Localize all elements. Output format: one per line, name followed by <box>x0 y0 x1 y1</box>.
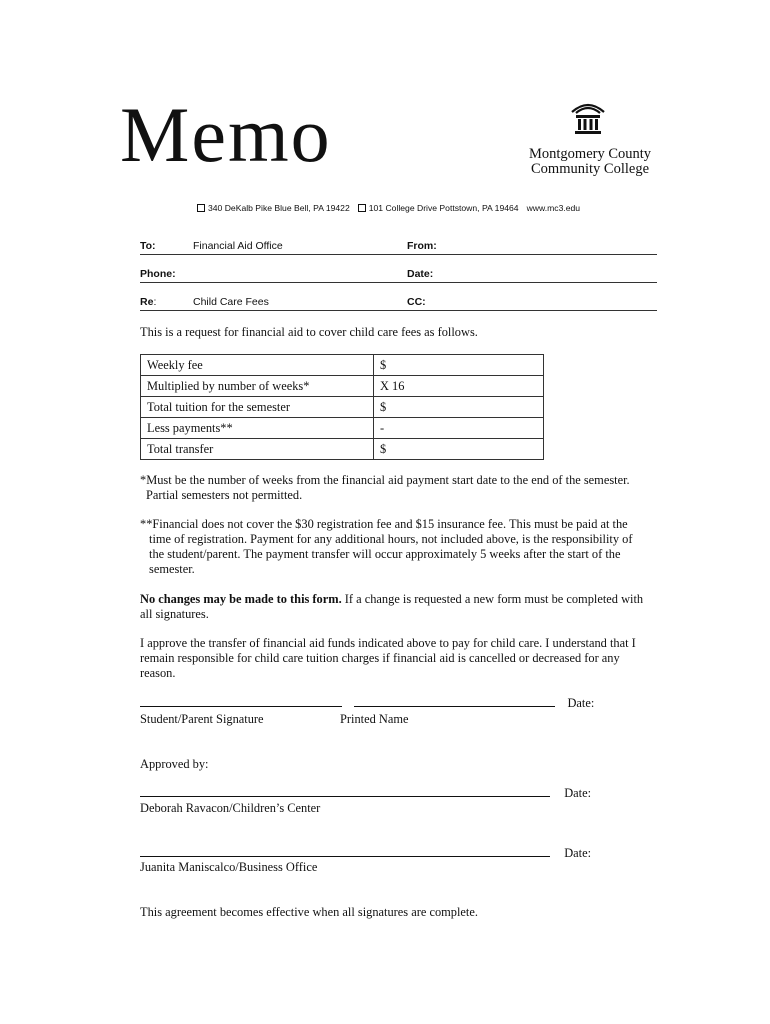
note-financial-3: the student/parent. The payment transfer will occur approximately 5 weeks after the start of the <box>149 547 621 561</box>
checkbox-icon <box>197 204 205 212</box>
to-value: Financial Aid Office <box>193 240 283 252</box>
fee-table <box>140 354 544 460</box>
fee-value: X 16 <box>374 376 544 397</box>
approver2-signature-row <box>140 846 591 861</box>
fee-value: - <box>374 418 544 439</box>
college-logo <box>528 100 658 180</box>
approver1-signature-row <box>140 786 591 801</box>
table-row <box>141 439 544 460</box>
date-label-3: Date: <box>564 846 592 860</box>
printed-name-line[interactable] <box>354 696 555 707</box>
memo-title: Memo <box>120 91 332 178</box>
table-row <box>141 418 544 439</box>
logo-line-1: Montgomery County <box>529 146 652 162</box>
printed-name-label: Printed Name <box>340 712 409 726</box>
note-financial: **Financial does not cover the $30 registration fee and $15 insurance fee. This must be paid at the <box>140 517 628 531</box>
memo-row-phone <box>140 268 657 283</box>
re-label-text: Re <box>140 296 154 308</box>
address-blue-bell: 340 DeKalb Pike Blue Bell, PA 19422 <box>208 203 350 213</box>
note-weeks: *Must be the number of weeks from the financial aid payment start date to the end of the semester. <box>140 473 630 487</box>
student-signature-line[interactable] <box>140 696 342 707</box>
footer-note: This agreement becomes effective when all signatures are complete. <box>140 905 478 919</box>
approver1-label: Deborah Ravacon/Children’s Center <box>140 801 321 815</box>
student-signature-label: Student/Parent Signature <box>140 712 264 726</box>
fee-label: Total tuition for the semester <box>141 397 374 418</box>
no-changes-text: If a change is requested a new form must be completed with <box>341 592 644 606</box>
to-label: To: <box>140 240 156 252</box>
memo-row-to <box>140 240 657 255</box>
fee-label: Multiplied by number of weeks* <box>141 376 374 397</box>
table-row <box>141 376 544 397</box>
date-label: Date: <box>407 268 434 280</box>
phone-label: Phone: <box>140 268 176 280</box>
fee-label: Less payments** <box>141 418 374 439</box>
fee-value: $ <box>374 355 544 376</box>
approval-text-1: I approve the transfer of financial aid funds indicated above to pay for child care. I understand that I <box>140 636 636 650</box>
address-pottstown: 101 College Drive Pottstown, PA 19464 <box>368 203 519 213</box>
college-building-icon <box>570 100 606 136</box>
table-row <box>141 397 544 418</box>
memo-row-re <box>140 296 657 311</box>
logo-line-2: Community College <box>531 161 650 177</box>
no-changes-notice-2: all signatures. <box>140 607 209 621</box>
note-weeks-2: Partial semesters not permitted. <box>146 488 303 502</box>
note-financial-2: time of registration. Payment for any additional hours, not included above, is the responsibility of <box>149 532 633 546</box>
checkbox-icon <box>358 204 366 212</box>
fee-label: Total transfer <box>141 439 374 460</box>
fee-value: $ <box>374 439 544 460</box>
approved-by-label: Approved by: <box>140 757 209 771</box>
table-row <box>141 355 544 376</box>
date-label-1: Date: <box>567 696 595 710</box>
from-label: From: <box>407 240 437 252</box>
website: www.mc3.edu <box>526 203 581 213</box>
fee-value: $ <box>374 397 544 418</box>
date-label-2: Date: <box>564 786 592 800</box>
address-bar <box>197 203 580 213</box>
approver2-label: Juanita Maniscalco/Business Office <box>140 860 318 874</box>
re-colon: : <box>153 296 157 308</box>
approval-text-3: reason. <box>140 666 176 680</box>
cc-label: CC: <box>407 296 426 308</box>
no-changes-bold: No changes may be made to this form. <box>140 592 342 606</box>
no-changes-notice <box>140 592 643 607</box>
re-value: Child Care Fees <box>193 296 269 308</box>
note-financial-4: semester. <box>149 562 195 576</box>
re-label <box>140 296 156 308</box>
student-signature-row <box>140 696 594 711</box>
fee-label: Weekly fee <box>141 355 374 376</box>
intro-text: This is a request for financial aid to cover child care fees as follows. <box>140 325 478 339</box>
approval-text-2: remain responsible for child care tuition charges if financial aid is cancelled or decreased for any <box>140 651 620 665</box>
approver1-signature-line[interactable] <box>140 786 550 797</box>
approver2-signature-line[interactable] <box>140 846 550 857</box>
